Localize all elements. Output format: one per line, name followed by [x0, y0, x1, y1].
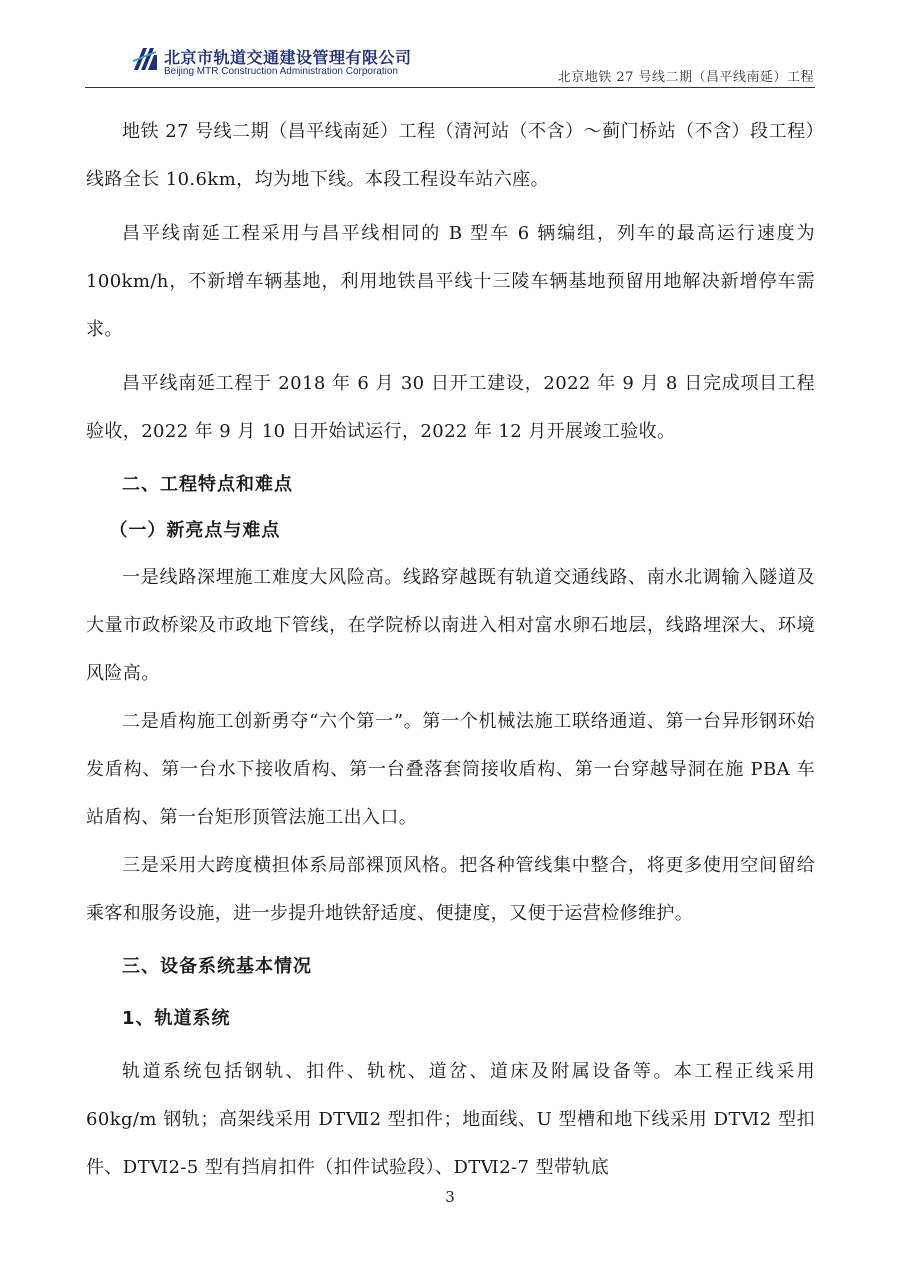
- org-name-cn: 北京市轨道交通建设管理有限公司: [164, 48, 412, 67]
- section-heading-systems: 三、设备系统基本情况: [122, 956, 312, 977]
- paragraph-deep-burial: 一是线路深埋施工难度大风险高。线路穿越既有轨道交通线路、南水北调输入隧道及大量市政桥梁及市政地下管线，在学院桥以南进入相对富水卵石地层，线路埋深大、环境风险高。: [86, 567, 815, 684]
- org-name-en: Beijing MTR Construction Administration Corporation: [164, 66, 398, 77]
- paragraph-schedule: 昌平线南延工程于 2018 年 6 月 30 日开工建设，2022 年 9 月 8 日完成项目工程验收，2022 年 9 月 10 日开始试运行，2022 年 12 月开展竣工验收。: [86, 373, 815, 442]
- beijing-mtr-logo-icon: [132, 46, 158, 72]
- page-header: [88, 36, 814, 86]
- paragraph-vehicles: 昌平线南延工程采用与昌平线相同的 B 型车 6 辆编组，列车的最高运行速度为 100km/h，不新增车辆基地，利用地铁昌平线十三陵车辆基地预留用地解决新增停车需求。: [86, 223, 815, 340]
- subsection-heading-highlights: （一）新亮点与难点: [109, 520, 281, 541]
- paragraph-large-span: 三是采用大跨度横担体系局部裸顶风格。把各种管线集中整合，将更多使用空间留给乘客和服务设施，进一步提升地铁舒适度、便捷度，又便于运营检修维护。: [86, 855, 815, 924]
- paragraph-line-overview: 地铁 27 号线二期（昌平线南延）工程（清河站（不含）～蓟门桥站（不含）段工程）线路全长 10.6km，均为地下线。本段工程设车站六座。: [86, 121, 815, 190]
- project-title: 北京地铁 27 号线二期（昌平线南延）工程: [557, 70, 814, 85]
- paragraph-shield-firsts: 二是盾构施工创新勇夺“六个第一”。第一个机械法施工联络通道、第一台异形钢环始发盾构、第一台水下接收盾构、第一台叠落套筒接收盾构、第一台穿越导洞在施 PBA 车站盾构、第一台矩形顶管法施工出入口。: [86, 711, 815, 828]
- paragraph-track-system: 轨道系统包括钢轨、扣件、轨枕、道岔、道床及附属设备等。本工程正线采用 60kg/m 钢轨；高架线采用 DTⅦ2 型扣件；地面线、U 型槽和地下线采用 DTⅥ2 型扣件、DTⅥ2-5 型有挡肩扣件（扣件试验段）、DTⅥ2-7 型带轨底: [86, 1061, 815, 1178]
- section-heading-features: 二、工程特点和难点: [122, 474, 293, 495]
- page-number: 3: [445, 1188, 455, 1206]
- document-body: [86, 108, 815, 1192]
- header-divider: [85, 87, 815, 88]
- subsection-heading-track: 1、轨道系统: [122, 1008, 231, 1029]
